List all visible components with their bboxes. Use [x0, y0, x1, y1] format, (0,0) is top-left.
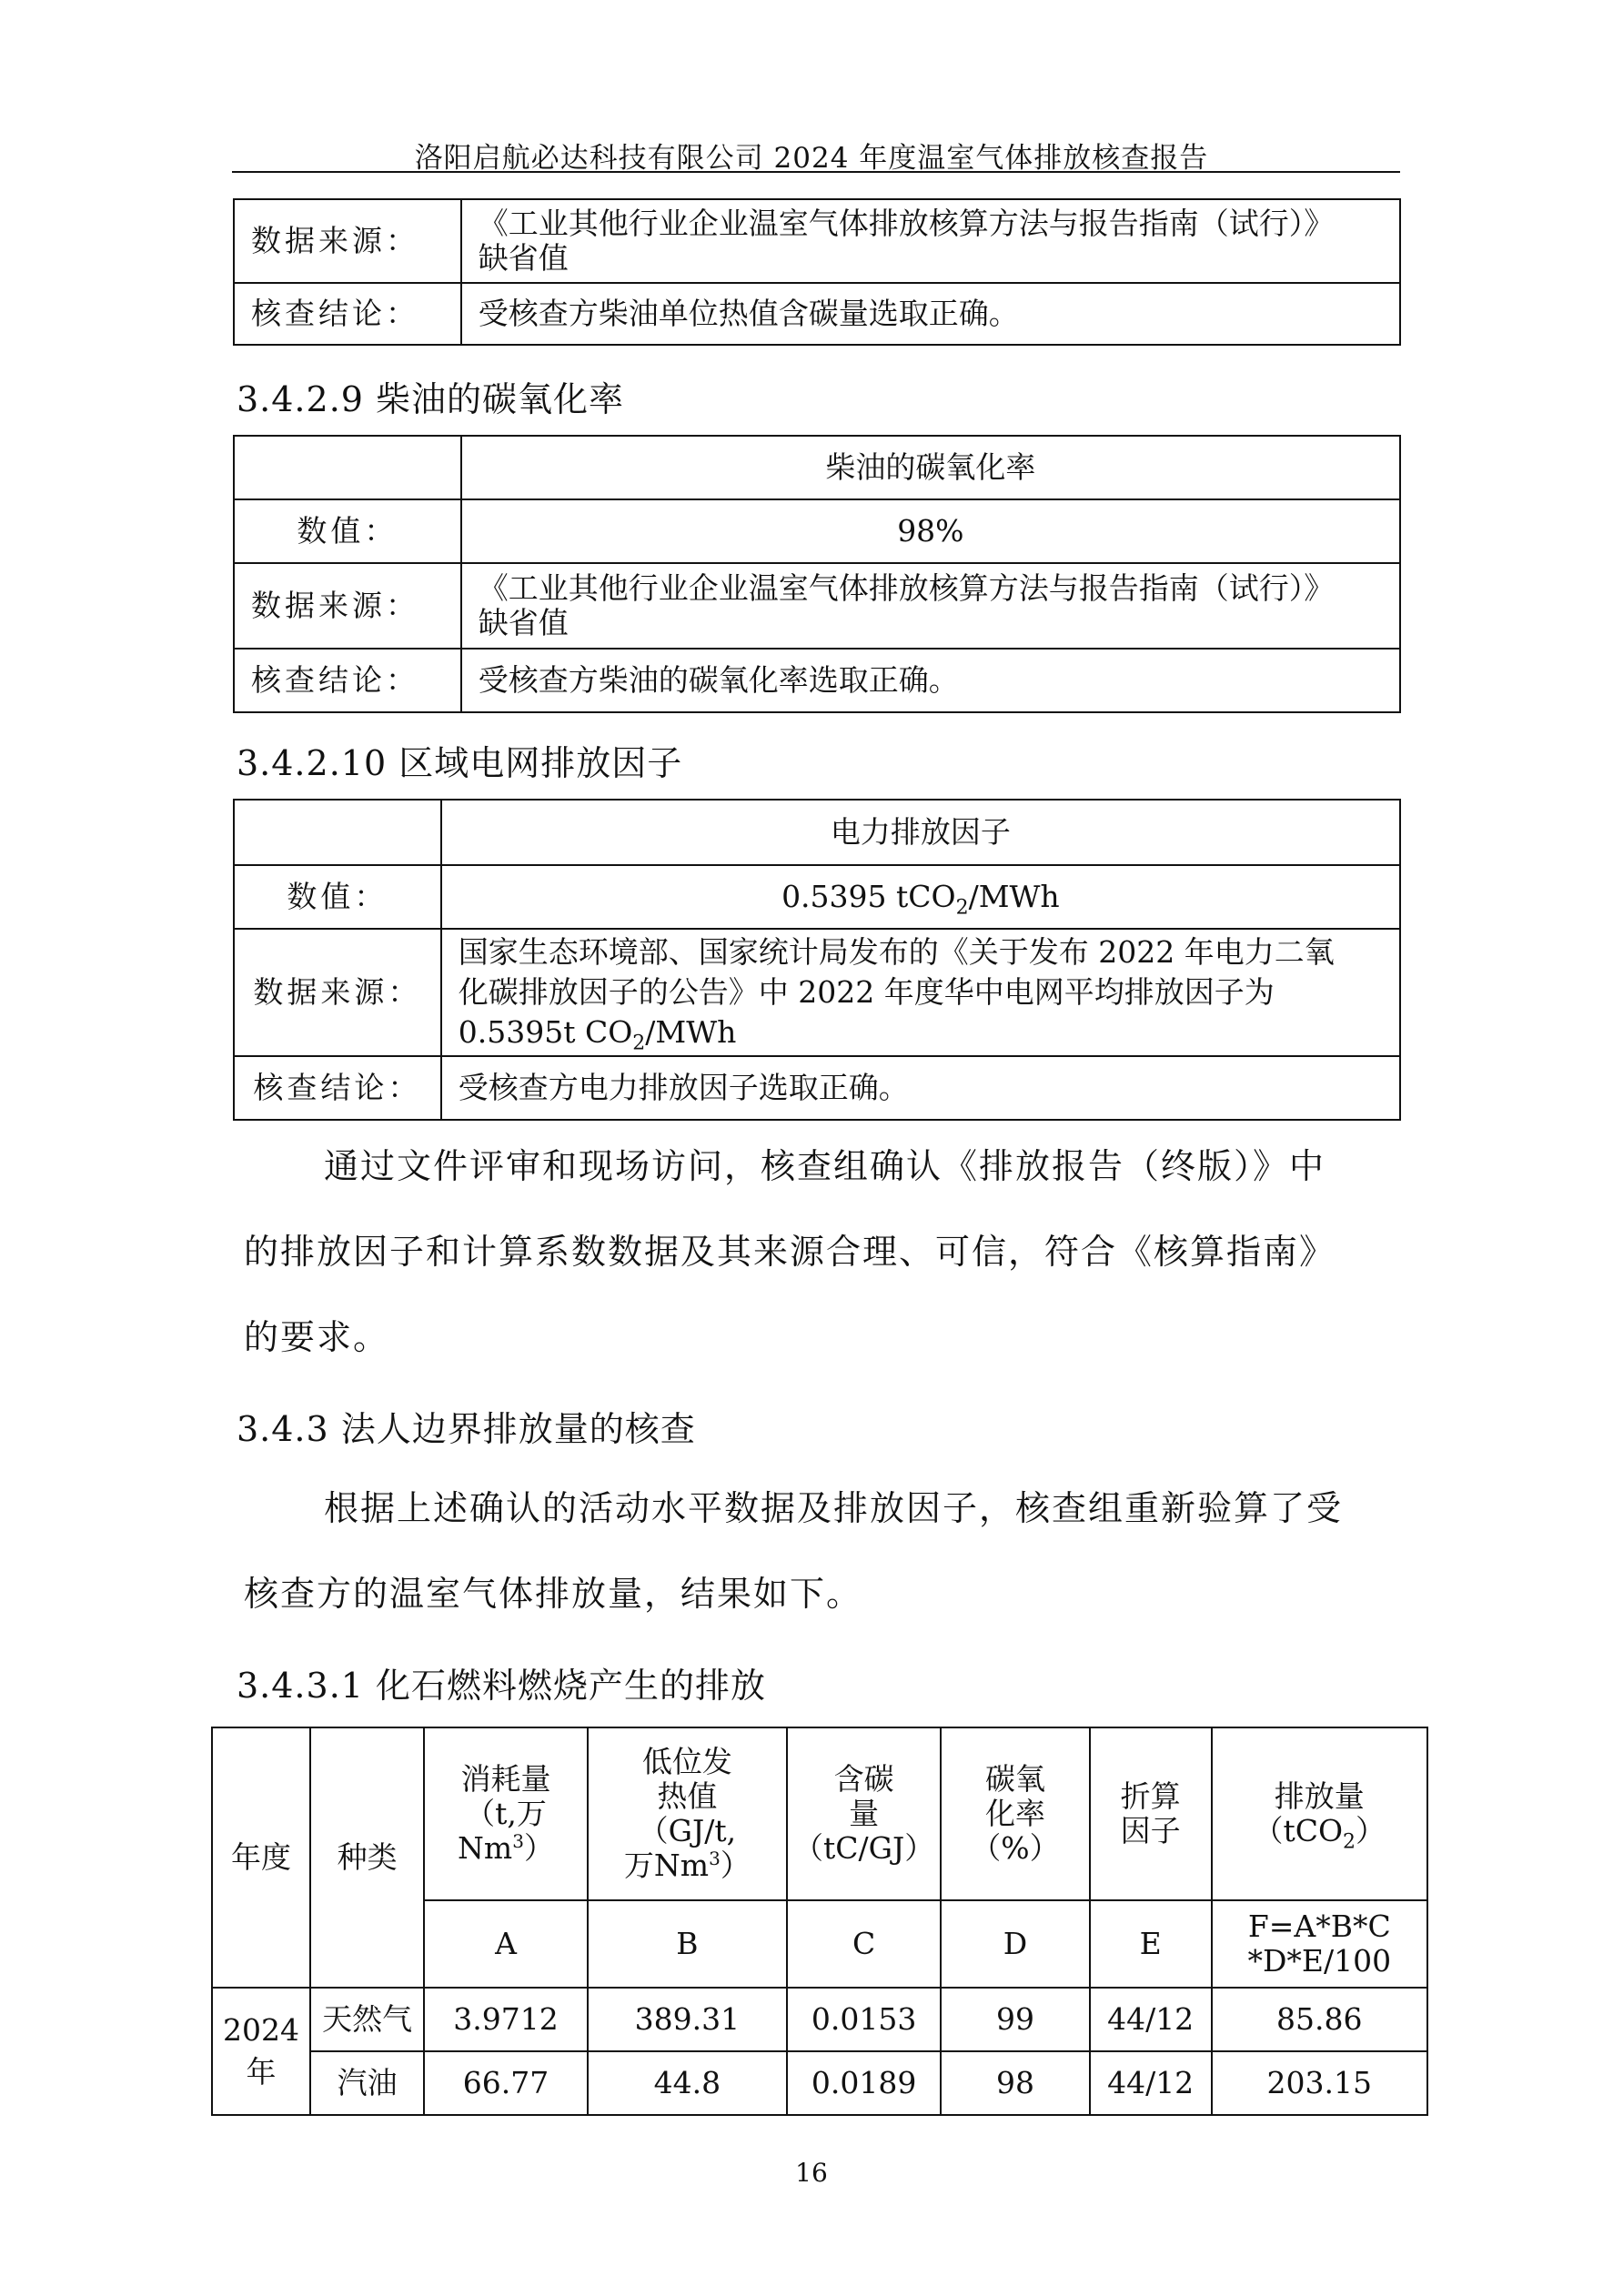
table-fossil-fuel-emissions: [211, 1727, 1428, 2116]
conclusion-value: 受核查方柴油的碳氧化率选取正确。: [461, 649, 1400, 712]
table-row: [212, 2051, 1427, 2115]
table-header: 柴油的碳氧化率: [461, 436, 1400, 499]
value-cell: [441, 865, 1400, 929]
source-label: 数据来源：: [234, 199, 461, 283]
letter-d: D: [941, 1900, 1090, 1988]
value-subscript: 2: [955, 896, 969, 920]
cell-a: 66.77: [424, 2051, 588, 2115]
conclusion-value: 受核查方电力排放因子选取正确。: [441, 1056, 1400, 1120]
source-label: 数据来源：: [234, 929, 441, 1056]
letter-a: A: [424, 1900, 588, 1988]
paragraph-1-line2: 的排放因子和计算系数数据及其来源合理、可信，符合《核算指南》: [244, 1232, 1336, 1272]
conclusion-label: 核查结论：: [234, 1056, 441, 1120]
table-diesel-oxidation: [233, 435, 1401, 713]
header-divider: [232, 171, 1400, 173]
table-corner-cell: [234, 800, 441, 865]
section-heading-3431: 3.4.3.1 化石燃料燃烧产生的排放: [237, 1666, 767, 1706]
cell-c: 0.0153: [787, 1988, 941, 2051]
value-label: 数值：: [234, 865, 441, 929]
paragraph-2-line1: 根据上述确认的活动水平数据及排放因子，核查组重新验算了受: [324, 1488, 1344, 1528]
value-prefix: 0.5395 tCO: [781, 879, 956, 914]
value-suffix: /MWh: [968, 879, 1060, 914]
letter-b: B: [588, 1900, 787, 1988]
table-grid-emission-factor: [233, 799, 1401, 1121]
value-cell: 98%: [461, 499, 1400, 563]
col-header-f: 排放量 （tCO$_2$）: [1212, 1727, 1427, 1900]
report-header-title: 洛阳启航必达科技有限公司 2024 年度温室气体排放核查报告: [414, 142, 1209, 175]
source-value: [461, 563, 1400, 649]
cell-b: 44.8: [588, 2051, 787, 2115]
cell-c: 0.0189: [787, 2051, 941, 2115]
table-header: 电力排放因子: [441, 800, 1400, 865]
source-line3: 0.5395t $CO_2$/MWh: [458, 1014, 737, 1055]
cell-e: 44/12: [1090, 1988, 1212, 2051]
source-value: [441, 929, 1400, 1056]
cell-a: 3.9712: [424, 1988, 588, 2051]
conclusion-label: 核查结论：: [234, 649, 461, 712]
letter-e: E: [1090, 1900, 1212, 1988]
source-line1: 国家生态环境部、国家统计局发布的《关于发布 2022 年电力二氧: [458, 934, 1335, 970]
col-header-a: 消耗量 （t,万 Nm$^3$）: [424, 1727, 588, 1900]
letter-c: C: [787, 1900, 941, 1988]
table-row: [212, 1988, 1427, 2051]
section-heading-3429: 3.4.2.9 柴油的碳氧化率: [237, 379, 625, 419]
value-label: 数值：: [234, 499, 461, 563]
section-heading-343: 3.4.3 法人边界排放量的核查: [237, 1409, 696, 1449]
col-header-d: 碳氧 化率 （%）: [941, 1727, 1090, 1900]
col-header-c: 含碳 量 （tC/GJ）: [787, 1727, 941, 1900]
source-label: 数据来源：: [234, 563, 461, 649]
fuel-type: 汽油: [310, 2051, 424, 2115]
source-line2: 缺省值: [478, 605, 569, 640]
table-top-continuation: [233, 198, 1401, 346]
cell-d: 99: [941, 1988, 1090, 2051]
conclusion-label: 核查结论：: [234, 283, 461, 345]
col-header-type: 种类: [310, 1727, 424, 1988]
source-line1: 《工业其他行业企业温室气体排放核算方法与报告指南（试行）》: [478, 570, 1335, 606]
paragraph-1-line1: 通过文件评审和现场访问，核查组确认《排放报告（终版）》中: [324, 1146, 1326, 1186]
source-line2: 化碳排放因子的公告》中 2022 年度华中电网平均排放因子为: [458, 974, 1275, 1010]
col-header-year: 年度: [212, 1727, 310, 1988]
fuel-type: 天然气: [310, 1988, 424, 2051]
section-heading-34210: 3.4.2.10 区域电网排放因子: [237, 743, 683, 783]
source-value-line2: 缺省值: [478, 240, 569, 276]
table-corner-cell: [234, 436, 461, 499]
cell-f: 203.15: [1212, 2051, 1427, 2115]
letter-f-formula: F=A*B*C *D*E/100: [1212, 1900, 1427, 1988]
col-header-e: 折算 因子: [1090, 1727, 1212, 1900]
year-cell: 2024 年: [212, 1988, 310, 2115]
source-value-line1: 《工业其他行业企业温室气体排放核算方法与报告指南（试行）》: [478, 206, 1335, 241]
paragraph-2-line2: 核查方的温室气体排放量，结果如下。: [244, 1574, 863, 1614]
paragraph-1-line3: 的要求。: [244, 1317, 390, 1357]
cell-d: 98: [941, 2051, 1090, 2115]
page-number: 16: [795, 2158, 828, 2188]
conclusion-value: 受核查方柴油单位热值含碳量选取正确。: [461, 283, 1400, 345]
source-value: [461, 199, 1400, 283]
col-header-b: 低位发 热值 （GJ/t, 万Nm$^3$）: [588, 1727, 787, 1900]
cell-f: 85.86: [1212, 1988, 1427, 2051]
cell-e: 44/12: [1090, 2051, 1212, 2115]
cell-b: 389.31: [588, 1988, 787, 2051]
